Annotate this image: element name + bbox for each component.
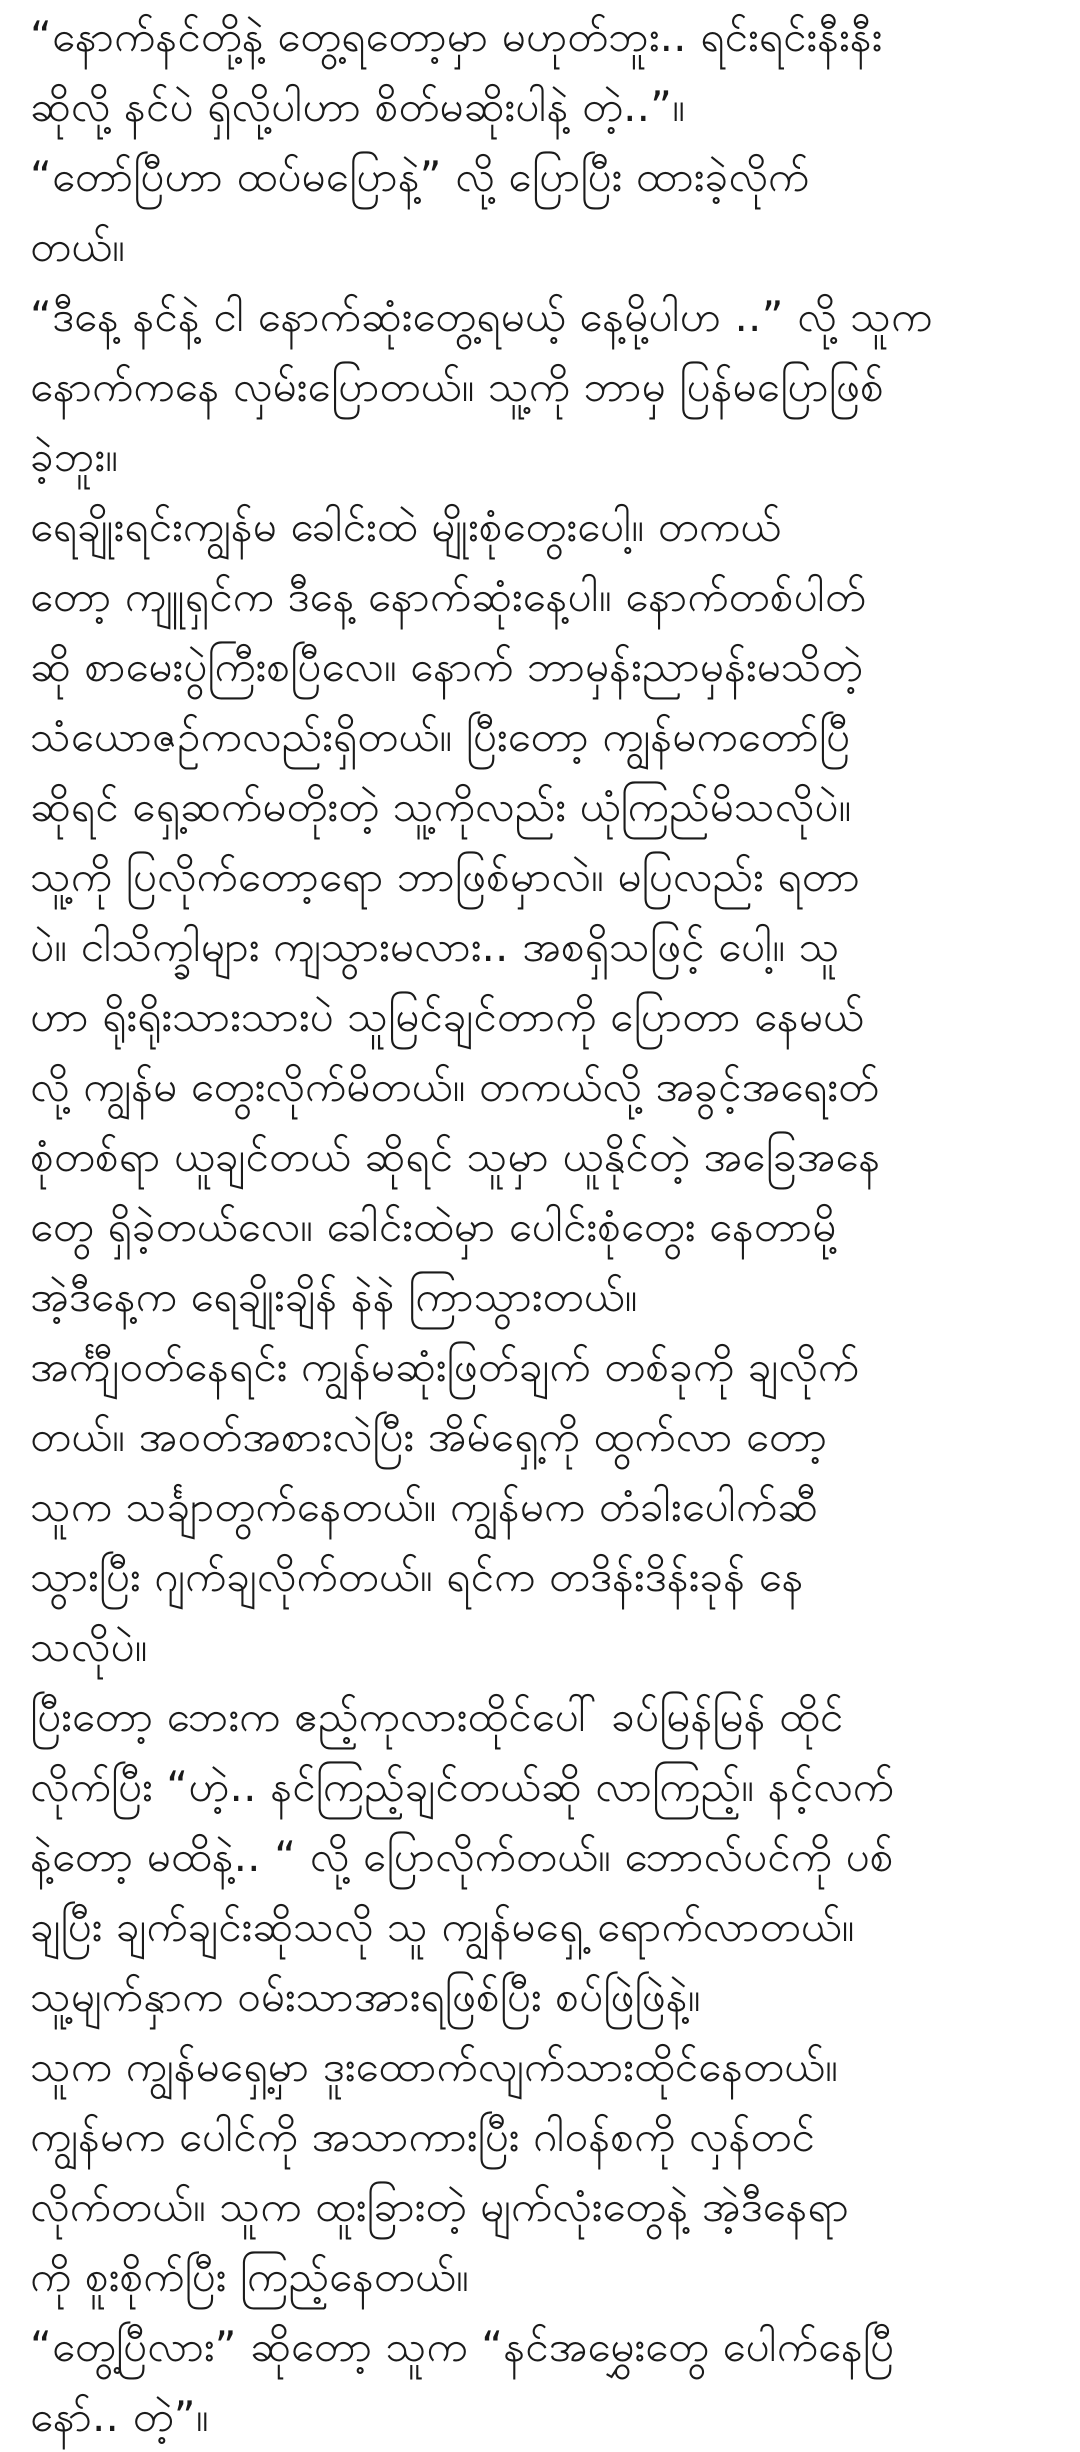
text-line: တယ်။ အဝတ်အစားလဲပြီး အိမ်ရှေ့ကို ထွက်လာ တော့ [30,1412,828,1461]
text-line: သူက ကျွန်မရှေ့မှာ ဒူးထောက်လျက်သားထိုင်နေတယ်။ [30,2042,838,2091]
text-line: ပြီးတော့ ဘေးက ဧည့်ကုလားထိုင်ပေါ် ခပ်မြန်မြန် ထိုင် [30,1692,844,1741]
text-line: တွေ ရှိခဲ့တယ်လေ။ ခေါင်းထဲမှာ ပေါင်းစုံတွေး နေတာမို့ [30,1202,837,1251]
text-line: ဟာ ရိုးရိုးသားသားပဲ သူမြင်ချင်တာကို ပြောတာ နေမယ် [30,992,864,1041]
text-line: လိုက်တယ်။ သူက ထူးခြားတဲ့ မျက်လုံးတွေနဲ့ အဲ့ဒီနေရာ [30,2182,849,2231]
text-line: ရေချိုးရင်းကျွန်မ ခေါင်းထဲ မျိုးစုံတွေးပေါ့။ တကယ် [30,502,782,551]
text-line: တယ်။ [30,222,125,271]
document-page [30,0,1060,2441]
text-line: ခဲ့ဘူး။ [30,432,119,481]
text-line: ဆိုလို့ နင်ပဲ ရှိလို့ပါဟာ စိတ်မဆိုးပါနဲ့ တဲ့..”။ [30,82,686,131]
text-line: ကျွန်မက ပေါင်ကို အသာကားပြီး ဂါဝန်စကို လှန်တင် [30,2112,815,2161]
text-line: အင်္ကျီဝတ်နေရင်း ကျွန်မဆုံးဖြတ်ချက် တစ်ခုကို ချလိုက် [30,1342,860,1391]
text-line: ဆို စာမေးပွဲကြီးစပြီလေ။ နောက် ဘာမှန်းညာမှန်းမသိတဲ့ [30,642,863,691]
text-line: အဲ့ဒီနေ့က ရေချိုးချိန် နဲနဲ ကြာသွားတယ်။ [30,1272,638,1321]
text-line: “တွေ့ပြီလား” ဆိုတော့ သူက “နင်အမွှေးတွေ ပေါက်နေပြီ [30,2322,894,2371]
text-line: လိုက်ပြီး “ဟဲ့.. နင်ကြည့်ချင်တယ်ဆို လာကြည့်။ နင့်လက် [30,1762,894,1811]
text-line: နဲ့တော့ မထိနဲ့.. “ လို့ ပြောလိုက်တယ်။ ဘောလ်ပင်ကို ပစ် [30,1832,894,1881]
text-line: ကို စူးစိုက်ပြီး ကြည့်နေတယ်။ [30,2252,469,2301]
text-line: စုံတစ်ရာ ယူချင်တယ် ဆိုရင် သူမှာ ယူနိုင်တဲ့ အခြေအနေ [30,1132,881,1181]
text-line: သွားပြီး ဂျက်ချလိုက်တယ်။ ရင်က တဒိန်းဒိန်းခုန် နေ [30,1552,804,1601]
text-line: ချပြီး ချက်ချင်းဆိုသလို သူ ကျွန်မရှေ့ ရောက်လာတယ်။ [30,1902,855,1951]
text-line: သူက သင်္ချာတွက်နေတယ်။ ကျွန်မက တံခါးပေါက်ဆီ [30,1482,818,1531]
text-line: နောက်ကနေ လှမ်းပြောတယ်။ သူ့ကို ဘာမှ ပြန်မပြောဖြစ် [30,362,884,411]
text-line: သံယောဇဉ်ကလည်းရှိတယ်။ ပြီးတော့ ကျွန်မကတော်ပြီ [30,712,851,761]
text-line: “တော်ပြီဟာ ထပ်မပြောနဲ့” လို့ ပြောပြီး ထားခဲ့လိုက် [30,152,810,201]
text-line: နော်.. တဲ့”။ [30,2392,209,2441]
text-line: သူ့ကို ပြလိုက်တော့ရော ဘာဖြစ်မှာလဲ။ မပြလည်း ရတာ [30,852,860,901]
text-line: တော့ ကျူရှင်က ဒီနေ့ နောက်ဆုံးနေ့ပါ။ နောက်တစ်ပါတ် [30,572,866,621]
text-line: “နောက်နင်တို့နဲ့ တွေ့ရတော့မှာ မဟုတ်ဘူး.. ရင်းရင်းနီးနီး [30,12,883,61]
text-line: သလိုပဲ။ [30,1622,148,1671]
text-line: သူ့မျက်နှာက ဝမ်းသာအားရဖြစ်ပြီး စပ်ဖြဲဖြဲနဲ့။ [30,1972,701,2021]
text-line: “ဒီနေ့ နင်နဲ့ ငါ နောက်ဆုံးတွေ့ရမယ့် နေ့မို့ပါဟ ..” လို့ သူက [30,292,933,341]
text-line: လို့ ကျွန်မ တွေးလိုက်မိတယ်။ တကယ်လို့ အခွင့်အရေးတ် [30,1062,880,1111]
text-line: ဆိုရင် ရှေ့ဆက်မတိုးတဲ့ သူ့ကိုလည်း ယုံကြည်မိသလိုပဲ။ [30,782,852,831]
text-line: ပဲ။ ငါသိက္ခါများ ကျသွားမလား.. အစရှိသဖြင့် ပေါ့။ သူ [30,922,840,971]
